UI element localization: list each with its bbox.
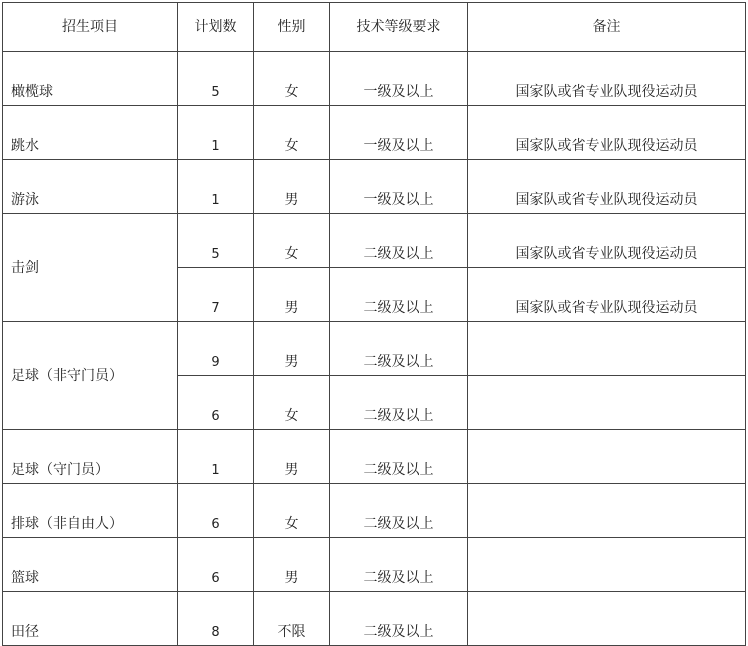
table-row	[3, 484, 746, 538]
cell-gender: 女	[254, 484, 330, 538]
cell-project: 击剑	[3, 214, 178, 322]
header-project: 招生项目	[3, 3, 178, 52]
cell-note: 国家队或省专业队现役运动员	[468, 52, 746, 106]
cell-project: 田径	[3, 592, 178, 646]
cell-note	[468, 592, 746, 646]
cell-level: 二级及以上	[330, 268, 468, 322]
cell-note	[468, 376, 746, 430]
cell-project: 游泳	[3, 160, 178, 214]
cell-gender: 男	[254, 268, 330, 322]
cell-note	[468, 322, 746, 376]
cell-gender: 女	[254, 376, 330, 430]
header-plan: 计划数	[178, 3, 254, 52]
cell-gender: 男	[254, 538, 330, 592]
table-row	[3, 52, 746, 106]
cell-project: 跳水	[3, 106, 178, 160]
cell-plan: 5	[178, 214, 254, 268]
table-row	[3, 214, 746, 268]
cell-gender: 男	[254, 160, 330, 214]
cell-level: 二级及以上	[330, 484, 468, 538]
cell-level: 一级及以上	[330, 52, 468, 106]
cell-plan: 8	[178, 592, 254, 646]
cell-note	[468, 538, 746, 592]
table-header-row	[3, 3, 746, 52]
header-note: 备注	[468, 3, 746, 52]
cell-note	[468, 484, 746, 538]
cell-plan: 6	[178, 484, 254, 538]
cell-level: 一级及以上	[330, 106, 468, 160]
cell-plan: 5	[178, 52, 254, 106]
cell-gender: 男	[254, 322, 330, 376]
cell-project: 排球（非自由人）	[3, 484, 178, 538]
table-row	[3, 106, 746, 160]
cell-gender: 女	[254, 106, 330, 160]
cell-note: 国家队或省专业队现役运动员	[468, 268, 746, 322]
cell-level: 二级及以上	[330, 376, 468, 430]
cell-project: 篮球	[3, 538, 178, 592]
cell-gender: 男	[254, 430, 330, 484]
cell-plan: 1	[178, 430, 254, 484]
cell-level: 一级及以上	[330, 160, 468, 214]
header-level: 技术等级要求	[330, 3, 468, 52]
cell-note: 国家队或省专业队现役运动员	[468, 214, 746, 268]
cell-plan: 7	[178, 268, 254, 322]
cell-level: 二级及以上	[330, 214, 468, 268]
cell-level: 二级及以上	[330, 538, 468, 592]
cell-note	[468, 430, 746, 484]
cell-gender: 女	[254, 214, 330, 268]
cell-level: 二级及以上	[330, 430, 468, 484]
cell-plan: 6	[178, 538, 254, 592]
cell-plan: 9	[178, 322, 254, 376]
cell-plan: 1	[178, 106, 254, 160]
cell-project: 足球（守门员）	[3, 430, 178, 484]
header-gender: 性别	[254, 3, 330, 52]
cell-gender: 不限	[254, 592, 330, 646]
cell-plan: 1	[178, 160, 254, 214]
table-row	[3, 538, 746, 592]
cell-project: 足球（非守门员）	[3, 322, 178, 430]
cell-note: 国家队或省专业队现役运动员	[468, 106, 746, 160]
admissions-table	[2, 2, 746, 646]
cell-project: 橄榄球	[3, 52, 178, 106]
table-row	[3, 322, 746, 376]
cell-plan: 6	[178, 376, 254, 430]
table-row	[3, 430, 746, 484]
cell-note: 国家队或省专业队现役运动员	[468, 160, 746, 214]
cell-gender: 女	[254, 52, 330, 106]
table-row	[3, 160, 746, 214]
cell-level: 二级及以上	[330, 592, 468, 646]
table-row	[3, 592, 746, 646]
cell-level: 二级及以上	[330, 322, 468, 376]
